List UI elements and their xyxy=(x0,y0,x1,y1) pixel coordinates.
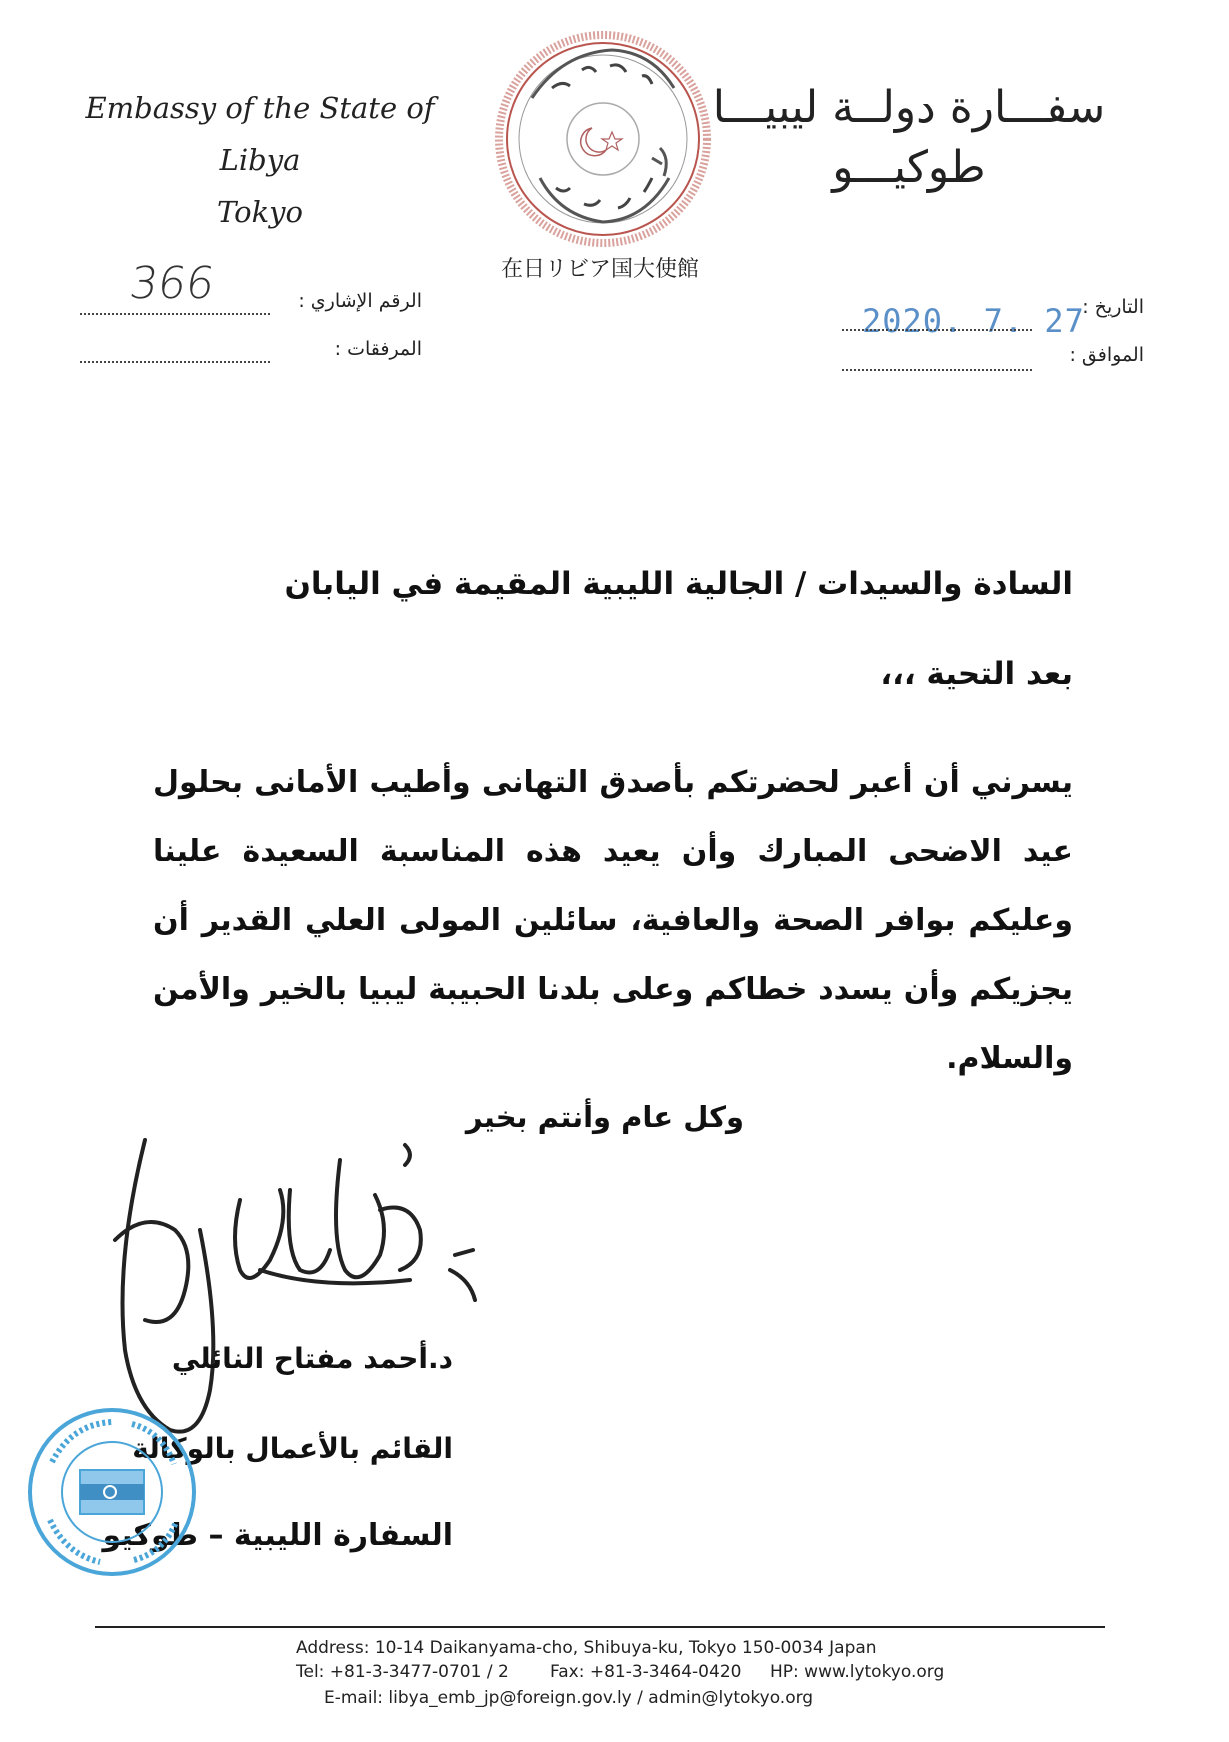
footer-address: Address: 10-14 Daikanyama-cho, Shibuya-ku, Tokyo 150-0034 Japan xyxy=(296,1638,877,1658)
attachments-line xyxy=(80,360,270,363)
embassy-name-en-line1: Embassy of the State of Libya xyxy=(85,91,435,177)
embassy-name-jp: 在日リビア国大使館 xyxy=(500,257,699,282)
footer-fax: Fax: +81-3-3464-0420 xyxy=(550,1662,742,1682)
embassy-stamp xyxy=(22,1402,202,1582)
ref-number-value: 366 xyxy=(126,258,218,309)
letter-addressee: السادة والسيدات / الجالية الليبية المقيمة في اليابان xyxy=(284,566,1073,602)
corresponding-date-label: الموافق : xyxy=(1069,344,1144,366)
ref-number-line xyxy=(80,312,270,315)
footer-divider xyxy=(95,1626,1105,1628)
letter-greeting: بعد التحية ،،، xyxy=(880,656,1073,692)
embassy-name-ar-line2: طوكيـــو xyxy=(832,142,986,193)
signatory-name: د.أحمد مفتاح النائلي xyxy=(171,1342,453,1375)
embassy-name-ar-line1: سفـــارة دولــة ليبيـــا xyxy=(712,82,1106,133)
letter-closing: وكل عام وأنتم بخير xyxy=(465,1100,744,1134)
embassy-name-ar xyxy=(699,78,1119,198)
government-seal xyxy=(492,28,714,250)
handwritten-signature xyxy=(60,1120,520,1450)
letter-paragraph: يسرني أن أعبر لحضرتكم بأصدق التهانى وأطيب الأمانى بحلول عيد الاضحى المبارك وأن يعيد هذه المناسبة السعيدة علينا وعليكم بوافر الصحة والعافية، سائلين المولى العلي القدير أن يجزيكم وأن يسدد خطاكم وعلى بلدنا الحبيبة ليبيا بالخير والأمن والسلام. xyxy=(153,765,1073,1076)
footer-homepage-link[interactable]: HP: www.lytokyo.org xyxy=(770,1662,945,1682)
corresponding-date-line xyxy=(842,368,1032,371)
date-label: التاريخ : xyxy=(1082,296,1144,318)
date-stamp-value: 2020. 7. 27 xyxy=(862,302,1085,340)
embassy-name-en xyxy=(70,82,450,238)
signatory-office: السفارة الليبية – طوكيو xyxy=(102,1518,453,1553)
footer-email[interactable]: E-mail: libya_emb_jp@foreign.gov.ly / admin@lytokyo.org xyxy=(324,1688,814,1708)
footer-tel: Tel: +81-3-3477-0701 / 2 xyxy=(296,1662,509,1682)
embassy-name-en-line2: Tokyo xyxy=(217,195,303,229)
ref-number-label: الرقم الإشاري : xyxy=(298,290,422,312)
signatory-title: القائم بالأعمال بالوكالة xyxy=(132,1432,453,1465)
date-line xyxy=(842,328,1032,331)
attachments-label: المرفقات : xyxy=(334,338,422,360)
